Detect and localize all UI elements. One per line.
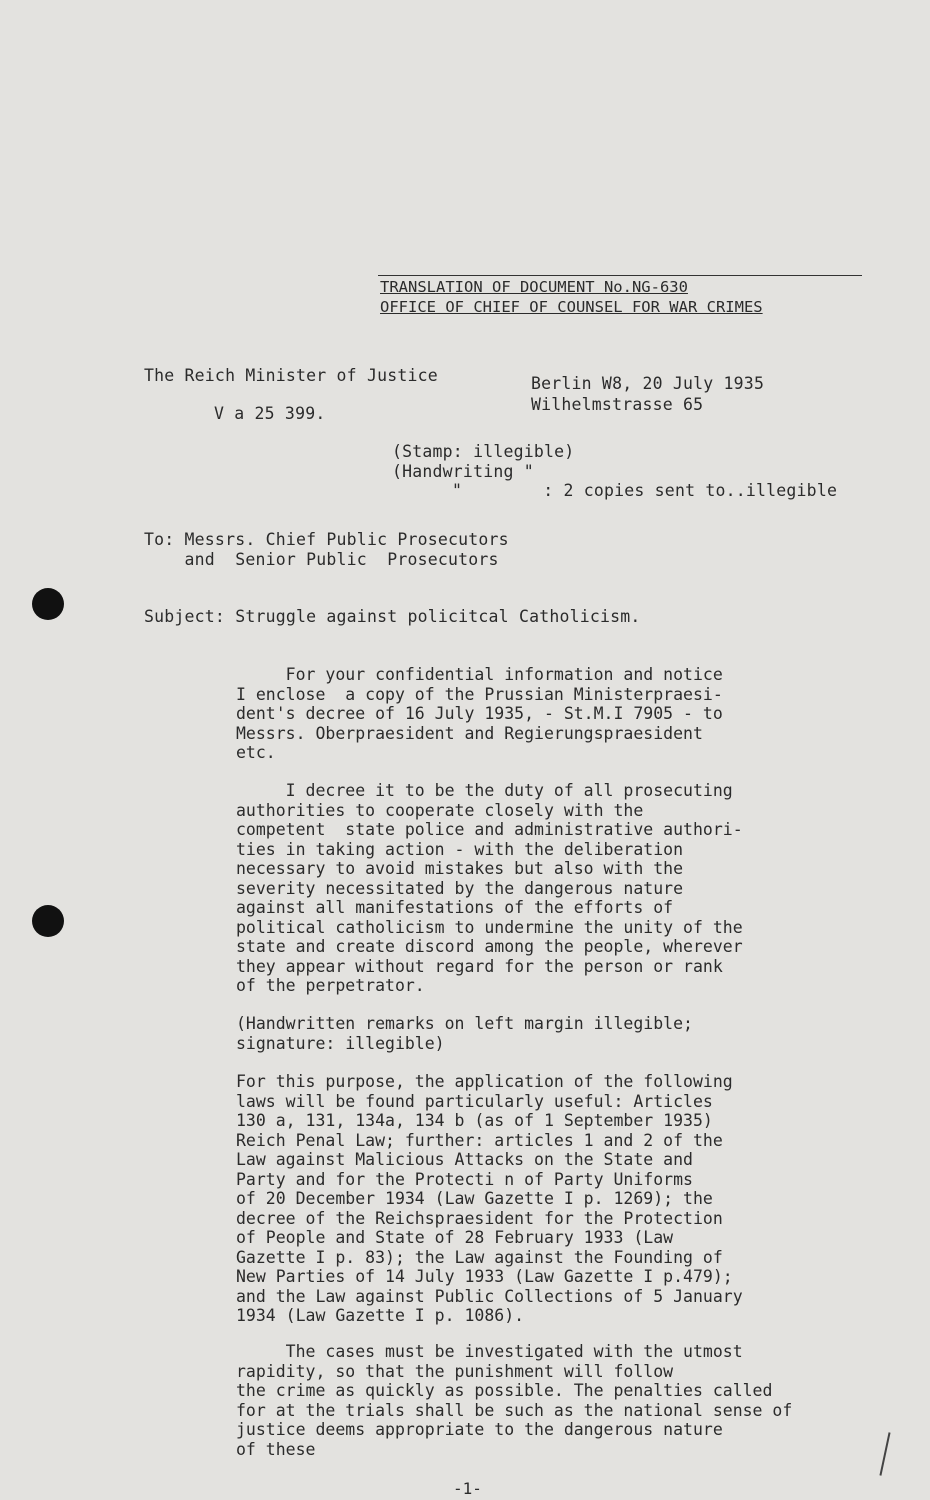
text-line: I enclose a copy of the Prussian Ministerpraesi-	[236, 684, 723, 704]
text-line: dent's decree of 16 July 1935, - St.M.I 7905 - to	[236, 704, 723, 723]
text-line: etc.	[236, 743, 276, 762]
text-line: political catholicism to undermine the unity of the	[236, 917, 743, 937]
text-line: For your confidential information and notice	[236, 665, 723, 684]
text-line: of the perpetrator.	[236, 976, 425, 995]
punch-hole-middle	[32, 905, 64, 937]
text-line: ties in taking action - with the deliberation	[236, 839, 684, 859]
text-line: for at the trials shall be such as the national sense of	[236, 1400, 793, 1420]
text-line: the crime as quickly as possible. The penalties called	[236, 1381, 773, 1400]
recipient-line-2: and Senior Public Prosecutors	[144, 550, 499, 569]
text-line: laws will be found particularly useful: Articles	[236, 1091, 713, 1111]
paragraph-decree	[236, 781, 856, 996]
subject-line: Subject: Struggle against policitcal Catholicism.	[144, 607, 641, 626]
text-line: against all manifestations of the efforts of	[236, 898, 674, 917]
punch-hole-top	[32, 588, 64, 620]
text-line: severity necessitated by the dangerous nature	[236, 878, 684, 898]
heading-office-line: OFFICE OF CHIEF OF COUNSEL FOR WAR CRIMES	[380, 298, 763, 316]
heading-translation-line: TRANSLATION OF DOCUMENT No.NG-630	[380, 278, 688, 296]
paragraph-investigation	[236, 1342, 886, 1459]
text-line: signature: illegible)	[236, 1033, 445, 1053]
text-line: For this purpose, the application of the following	[236, 1072, 733, 1091]
recipient-line-1: To: Messrs. Chief Public Prosecutors	[144, 530, 509, 549]
text-line: decree of the Reichspraesident for the Protection	[236, 1208, 723, 1228]
paragraph-laws	[236, 1072, 856, 1326]
text-line: 1934 (Law Gazette I p. 1086).	[236, 1306, 525, 1325]
paragraph-enclosure	[236, 665, 856, 763]
sender-title: The Reich Minister of Justice	[144, 366, 438, 385]
text-line: Gazette I p. 83); the Law against the Founding of	[236, 1247, 723, 1267]
paragraph-handwritten-remarks	[236, 1014, 856, 1053]
text-line: rapidity, so that the punishment will follow	[236, 1361, 674, 1381]
page-number: -1-	[453, 1479, 482, 1498]
text-line: of People and State of 28 February 1933 (Law	[236, 1228, 674, 1247]
text-line: (Handwritten remarks on left margin illegible;	[236, 1014, 693, 1033]
text-line: necessary to avoid mistakes but also with the	[236, 859, 684, 878]
text-line: I decree it to be the duty of all prosecuting	[236, 781, 733, 800]
text-line: Law against Malicious Attacks on the State and	[236, 1150, 693, 1169]
handwriting-note: (Handwriting "	[392, 462, 534, 481]
street-address: Wilhelmstrasse 65	[531, 395, 704, 414]
sender-reference: V a 25 399.	[214, 404, 326, 423]
text-line: competent state police and administrative authori-	[236, 820, 743, 839]
text-line: state and create discord among the people, wherever	[236, 937, 743, 956]
text-line: Messrs. Oberpraesident and Regierungspraesident	[236, 723, 703, 743]
text-line: Reich Penal Law; further: articles 1 and 2 of the	[236, 1130, 723, 1150]
text-line: Party and for the Protecti n of Party Uniforms	[236, 1169, 693, 1189]
text-line: they appear without regard for the person or rank	[236, 956, 723, 976]
copies-note: " : 2 copies sent to..illegible	[452, 481, 838, 500]
heading-rule	[378, 275, 862, 276]
stamp-note: (Stamp: illegible)	[392, 442, 575, 461]
place-date: Berlin W8, 20 July 1935	[531, 374, 765, 393]
text-line: of these	[236, 1439, 316, 1459]
text-line: The cases must be investigated with the utmost	[236, 1342, 743, 1361]
text-line: justice deems appropriate to the dangerous nature	[236, 1420, 723, 1439]
text-line: New Parties of 14 July 1933 (Law Gazette I p.479);	[236, 1267, 733, 1286]
text-line: of 20 December 1934 (Law Gazette I p. 1269); the	[236, 1189, 713, 1208]
text-line: 130 a, 131, 134a, 134 b (as of 1 September 1935)	[236, 1111, 713, 1130]
text-line: and the Law against Public Collections of 5 January	[236, 1286, 743, 1306]
text-line: authorities to cooperate closely with the	[236, 800, 644, 820]
